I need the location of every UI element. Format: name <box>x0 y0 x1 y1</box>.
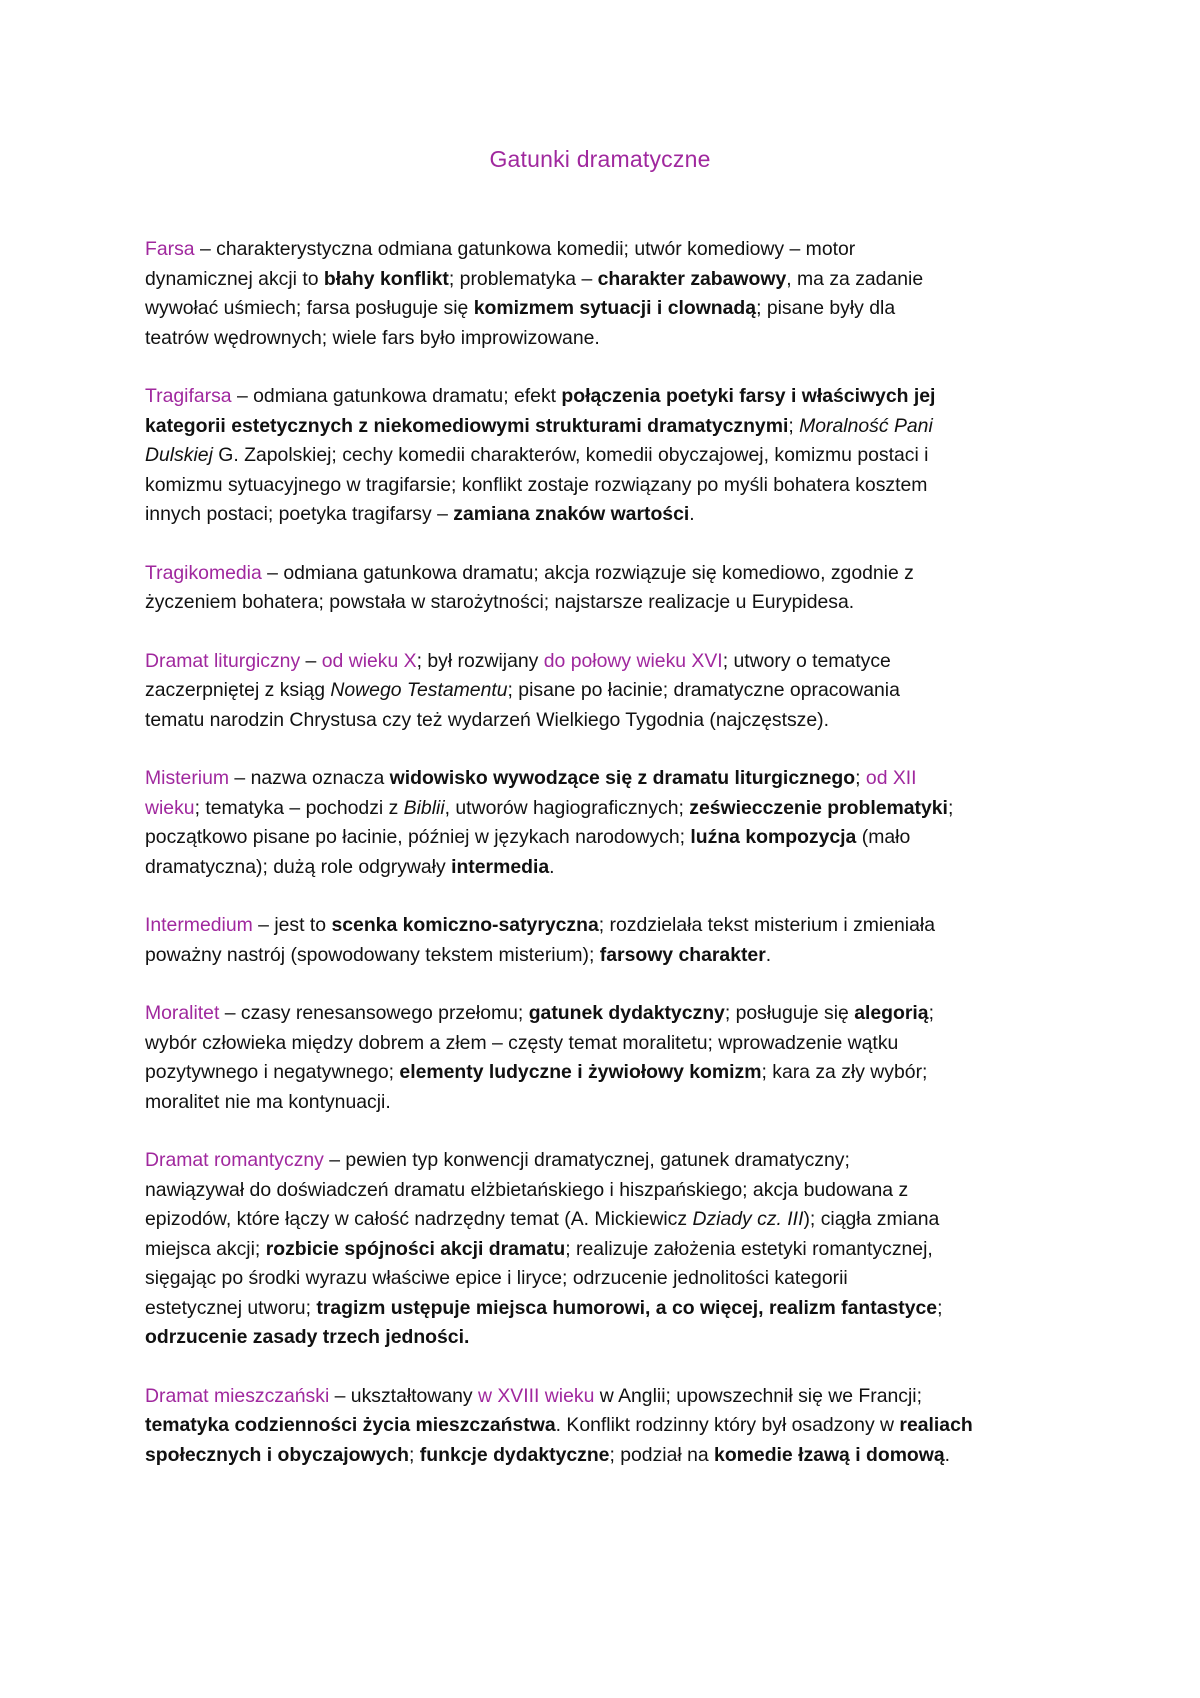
entry-text: – jest to <box>252 914 332 936</box>
entry-bold-text: komedie łzawą i domową <box>714 1443 945 1466</box>
entry-text: ; <box>937 1296 943 1319</box>
entry-text: ; realizuje założenia estetyki romantycznej, sięgając po środki wyrazu właściwe epice i liryce; odrzucenie jednolitości kategorii estetycznej utworu; <box>145 1237 933 1319</box>
entry-term: Tragikomedia <box>145 561 262 584</box>
entry-text: – odmiana gatunkowa dramatu; akcja rozwiązuje się komediowo, zgodnie z życzeniem bohatera; powstała w starożytności; najstarsze realizacje u Eurypidesa. <box>145 561 914 613</box>
entry-text: – nazwa oznacza <box>229 767 390 789</box>
entry-text: , ma za zadanie wywołać uśmiech; farsa posługuje się <box>145 267 924 319</box>
entry-text: ; pisane po łacinie; dramatyczne opracowania tematu narodzin Chrystusa czy też wydarzeń Wielkiego Tygodnia (najczęstsze). <box>145 679 900 731</box>
entry-bold-text: tematyka codzienności życia mieszczaństwa <box>145 1414 556 1436</box>
entry-text: – pewien typ konwencji dramatycznej, gatunek dramatyczny; nawiązywał do doświadczeń dramatu elżbietańskiego i hiszpańskiego; akcja budowana z epizodów, które łączy w całość nadrzędny temat (A. Mickiewicz <box>145 1149 909 1230</box>
entry-bold-text: odrzucenie zasady trzech jedności. <box>145 1326 470 1348</box>
entry-italic-title: Nowego Testamentu <box>330 679 508 701</box>
entry-text: . <box>765 943 772 966</box>
entry-text: . Konflikt rodzinny który był osadzony w <box>555 1414 900 1436</box>
entry-bold-text: komizmem sytuacji i clownadą <box>473 297 757 319</box>
entry-bold-text: błahy konflikt <box>323 267 449 290</box>
entry-dramat-liturgiczny <box>145 647 1070 736</box>
entry-bold-text: farsowy charakter <box>599 943 766 966</box>
entry-bold-text: zeświecczenie problematyki <box>689 796 948 819</box>
entry-text: ; problematyka – <box>448 267 598 290</box>
document-title: Gatunki dramatyczne <box>489 146 711 172</box>
entry-bold-text: alegorią <box>854 1002 929 1024</box>
entry-text: . <box>944 1443 951 1466</box>
entry-term: Dramat liturgiczny <box>145 649 301 672</box>
entry-term: Misterium <box>145 767 230 789</box>
entry-bold-text: intermedia <box>451 855 550 878</box>
entry-text: ; kara za zły wybór; moralitet nie ma kontynuacji. <box>145 1061 928 1113</box>
entry-text: . <box>689 503 695 525</box>
entry-text: ; <box>788 414 800 437</box>
document-body <box>145 235 1070 1499</box>
entry-text: ; był rozwijany <box>416 649 544 672</box>
entry-text: – czasy renesansowego przełomu; <box>219 1002 529 1024</box>
entry-text: G. Zapolskiej; cechy komedii charakterów, komedii obyczajowej, komizmu postaci i komizmu sytuacyjnego w tragifarsie; konflikt zostaje rozwiązany po myśli bohatera kosztem innych postaci; poetyka tragifarsy – <box>145 444 929 525</box>
entry-term: Intermedium <box>145 914 253 936</box>
entry-bold-text: charakter zabawowy <box>597 267 787 290</box>
entry-dramat-mieszczanski <box>145 1382 1070 1471</box>
entry-bold-text: funkcje dydaktyczne <box>419 1443 610 1466</box>
entry-date-highlight: w XVIII wieku <box>477 1384 595 1407</box>
entry-tragifarsa <box>145 382 1070 530</box>
entry-bold-text: widowisko wywodzące się z dramatu liturgicznego <box>389 767 856 789</box>
entry-bold-text: scenka komiczno-satyryczna <box>331 914 599 936</box>
entry-text: ; rozdzielała tekst misterium i zmieniała poważny nastrój (spowodowany tekstem misterium); <box>145 914 935 966</box>
entry-text: ; podział na <box>609 1443 715 1466</box>
entry-date-highlight: od XII wieku <box>145 767 917 819</box>
entry-text: – charakterystyczna odmiana gatunkowa komedii; utwór komediowy – motor dynamicznej akcji to <box>145 238 856 290</box>
entry-term: Dramat mieszczański <box>145 1384 330 1407</box>
entry-moralitet <box>145 999 1070 1117</box>
entry-text: ; początkowo pisane po łacinie, później w językach narodowych; <box>145 796 954 848</box>
entry-text: – odmiana gatunkowa dramatu; efekt <box>231 385 562 407</box>
entry-text: w Anglii; upowszechnił się we Francji; <box>599 1384 922 1407</box>
entry-bold-text: realiach społecznych i obyczajowych <box>145 1414 973 1466</box>
entry-dramat-romantyczny <box>145 1146 1070 1353</box>
entry-text: ); ciągła zmiana miejsca akcji; <box>145 1208 940 1260</box>
entry-text: – <box>300 649 322 672</box>
entry-bold-text: gatunek dydaktyczny <box>528 1002 725 1024</box>
entry-text: . <box>549 855 555 878</box>
entry-text: , utworów hagiograficznych; <box>444 796 690 819</box>
entry-term: Moralitet <box>145 1002 220 1024</box>
entry-italic-title: Biblii <box>403 796 445 819</box>
entry-date-highlight: do połowy wieku XVI <box>543 649 723 672</box>
entry-date-highlight: od wieku X <box>321 649 417 672</box>
entry-italic-title: Moralność Pani Dulskiej <box>145 414 933 466</box>
entry-bold-text: elementy ludyczne i żywiołowy komizm <box>399 1061 762 1083</box>
entry-text: ; pisane były dla teatrów wędrownych; wiele fars było improwizowane. <box>145 297 896 349</box>
entry-bold-text: rozbicie spójności akcji dramatu <box>265 1237 566 1260</box>
entry-text: ; tematyka – pochodzi z <box>194 796 404 819</box>
entry-italic-title: Dziady cz. III <box>692 1208 804 1230</box>
entry-text: ; <box>855 767 866 789</box>
entry-text: – ukształtowany <box>329 1384 478 1407</box>
entry-term: Tragifarsa <box>145 385 232 407</box>
entry-text: ; utwory o tematyce zaczerpniętej z ksiąg <box>145 649 891 701</box>
entry-term: Dramat romantyczny <box>145 1149 324 1171</box>
entry-misterium <box>145 764 1070 882</box>
entry-text: (mało dramatyczna); dużą role odgrywały <box>145 826 911 878</box>
entry-intermedium <box>145 911 1070 970</box>
entry-bold-text: połączenia poetyki farsy i właściwych jej kategorii estetycznych z niekomediowymi strukturami dramatycznymi <box>145 385 936 437</box>
entry-text: ; wybór człowieka między dobrem a złem – częsty temat moralitetu; wprowadzenie wątku pozytywnego i negatywnego; <box>145 1002 934 1083</box>
entry-bold-text: zamiana znaków wartości <box>453 503 690 525</box>
entry-term: Farsa <box>145 238 195 260</box>
entry-tragikomedia <box>145 559 1070 618</box>
entry-bold-text: tragizm ustępuje miejsca humorowi, a co więcej, realizm fantastyce <box>316 1296 938 1319</box>
entry-bold-text: luźna kompozycja <box>690 826 857 848</box>
entry-farsa <box>145 235 1070 353</box>
entry-text: ; <box>409 1443 420 1466</box>
entry-text: ; posługuje się <box>724 1002 855 1024</box>
